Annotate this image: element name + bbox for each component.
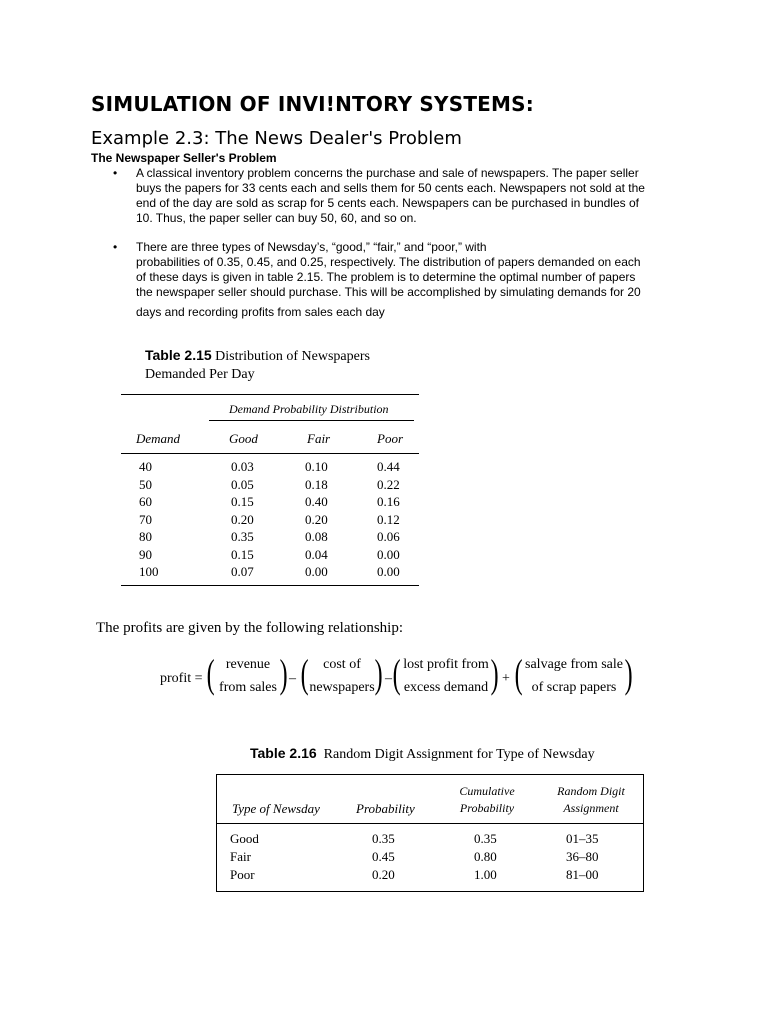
- table-cell: 0.06: [377, 529, 400, 544]
- table-16-caption-text: Random Digit Assignment for Type of Newsday: [323, 747, 595, 762]
- group-header: Demand Probability Distribution: [229, 402, 389, 416]
- paren-left: (: [392, 651, 401, 696]
- table-cell: Fair: [230, 849, 251, 864]
- table-16: [216, 774, 644, 892]
- bullet-line: end of the day are sold as scrap for 5 cents each. Newspapers can be purchased in bundles of: [136, 196, 639, 210]
- table-cell: 0.00: [305, 564, 328, 579]
- group-header-rule: [209, 420, 414, 421]
- table-16-label: Table 2.16: [250, 745, 317, 761]
- paren-left: (: [206, 651, 215, 696]
- bullet-line: 10. Thus, the paper seller can buy 50, 60, and so on.: [136, 211, 417, 225]
- table-15-caption: [145, 346, 370, 384]
- table-16-caption: [250, 745, 595, 763]
- paren-left: (: [514, 651, 523, 696]
- term-2: cost of newspapers: [309, 657, 375, 695]
- table-cell: 0.22: [377, 476, 400, 492]
- term-1: revenue from sales: [219, 657, 277, 695]
- formula-intro: The profits are given by the following relationship:: [96, 620, 404, 636]
- table-cell: 0.45: [372, 849, 395, 864]
- header-rule: [121, 453, 419, 454]
- table-cell: 0.00: [377, 564, 400, 579]
- term-3: lost profit from excess demand: [403, 657, 489, 695]
- table-cell: 81–00: [566, 867, 599, 882]
- column-header: Probability: [356, 801, 415, 816]
- table-cell: 70: [139, 511, 152, 527]
- table-cell: 01–35: [566, 831, 599, 846]
- bullet-1-text: [136, 166, 676, 226]
- bullet-line: A classical inventory problem concerns the purchase and sale of newspapers. The paper seller: [136, 166, 639, 180]
- table-cell: 0.07: [231, 564, 254, 579]
- column-header: Fair: [307, 431, 331, 446]
- table-cell: 0.08: [305, 529, 328, 544]
- table-cell: Poor: [230, 867, 255, 882]
- term-4: salvage from sale of scrap papers: [525, 657, 623, 695]
- bullet-1: [0, 166, 768, 230]
- bullet-line: of these days is given in table 2.15. The problem is to determine the optimal number of papers: [136, 270, 636, 284]
- paren-right: ): [374, 651, 383, 696]
- table-cell: 0.03: [231, 459, 254, 474]
- formula-op: –: [289, 671, 296, 686]
- formula-op: –: [385, 671, 392, 686]
- column-header: Good: [229, 431, 258, 446]
- column-header: Poor: [377, 431, 403, 446]
- table-cell: 0.40: [305, 494, 328, 509]
- table-cell: 60: [139, 494, 152, 509]
- table-cell: 0.20: [372, 867, 395, 882]
- table-border-right: [643, 775, 644, 891]
- table-cell: 0.10: [305, 459, 328, 474]
- table-cell: 80: [139, 529, 152, 544]
- table-15-caption-line2: Demanded Per Day: [145, 367, 255, 382]
- bullet-line: buys the papers for 33 cents each and sells them for 50 cents each. Newspapers not sold at the: [136, 181, 645, 195]
- table-15-label: Table 2.15: [145, 347, 212, 363]
- table-cell: 0.20: [231, 511, 254, 527]
- table-cell: 0.18: [305, 476, 328, 492]
- section-subheading: The Newspaper Seller's Problem: [91, 151, 277, 165]
- header-rule: [216, 823, 644, 824]
- table-cell: 0.35: [372, 831, 395, 846]
- column-header: Cumulative Probability: [459, 784, 515, 815]
- table-15-caption-line1: Distribution of Newspapers: [215, 349, 370, 364]
- table-cell: 0.12: [377, 511, 400, 527]
- table-cell: 90: [139, 546, 152, 562]
- table-cell: 40: [139, 459, 152, 474]
- profit-formula: [160, 651, 640, 705]
- bullet-line: days and recording profits from sales each day: [136, 305, 385, 319]
- table-15: [121, 394, 419, 586]
- formula-op: +: [502, 671, 510, 686]
- bullet-2-text: [136, 240, 676, 320]
- paren-left: (: [300, 651, 309, 696]
- table-cell: 0.15: [231, 546, 254, 562]
- table-border-left: [216, 775, 217, 891]
- table-cell: 50: [139, 476, 152, 492]
- bullet-line: probabilities of 0.35, 0.45, and 0.25, respectively. The distribution of papers demanded on each: [136, 255, 641, 269]
- bullet-line: There are three types of Newsday’s, “good,” “fair,” and “poor,” with: [136, 240, 487, 254]
- bullet-marker: •: [113, 166, 118, 180]
- table-cell: 0.20: [305, 511, 328, 527]
- table-cell: 36–80: [566, 849, 599, 864]
- column-header: Type of Newsday: [232, 801, 320, 816]
- table-cell: 0.44: [377, 459, 400, 474]
- table-cell: 0.15: [231, 494, 254, 509]
- table-cell: 0.00: [377, 546, 400, 562]
- table-cell: 0.04: [305, 546, 328, 562]
- table-cell: 1.00: [474, 867, 497, 882]
- table-cell: 0.80: [474, 849, 497, 864]
- example-heading: Example 2.3: The News Dealer's Problem: [91, 128, 462, 149]
- table-cell: 0.16: [377, 494, 400, 509]
- table-cell: Good: [230, 831, 259, 846]
- table-cell: 0.35: [474, 831, 497, 846]
- paren-right: ): [279, 651, 288, 696]
- paren-right: ): [624, 651, 633, 696]
- paren-right: ): [490, 651, 499, 696]
- table-cell: 0.35: [231, 529, 254, 544]
- table-cell: 100: [139, 564, 159, 579]
- page-title: SIMULATION OF INVI!NTORY SYSTEMS:: [91, 92, 534, 116]
- table-cell: 0.05: [231, 476, 254, 492]
- bullet-marker: •: [113, 240, 118, 254]
- column-header: Random Digit Assignment: [557, 784, 625, 815]
- bullet-2: [0, 240, 768, 324]
- column-header: Demand: [136, 431, 181, 446]
- formula-lhs: profit =: [160, 671, 203, 686]
- bullet-line: the newspaper seller should purchase. This will be accomplished by simulating demands for 20: [136, 285, 641, 299]
